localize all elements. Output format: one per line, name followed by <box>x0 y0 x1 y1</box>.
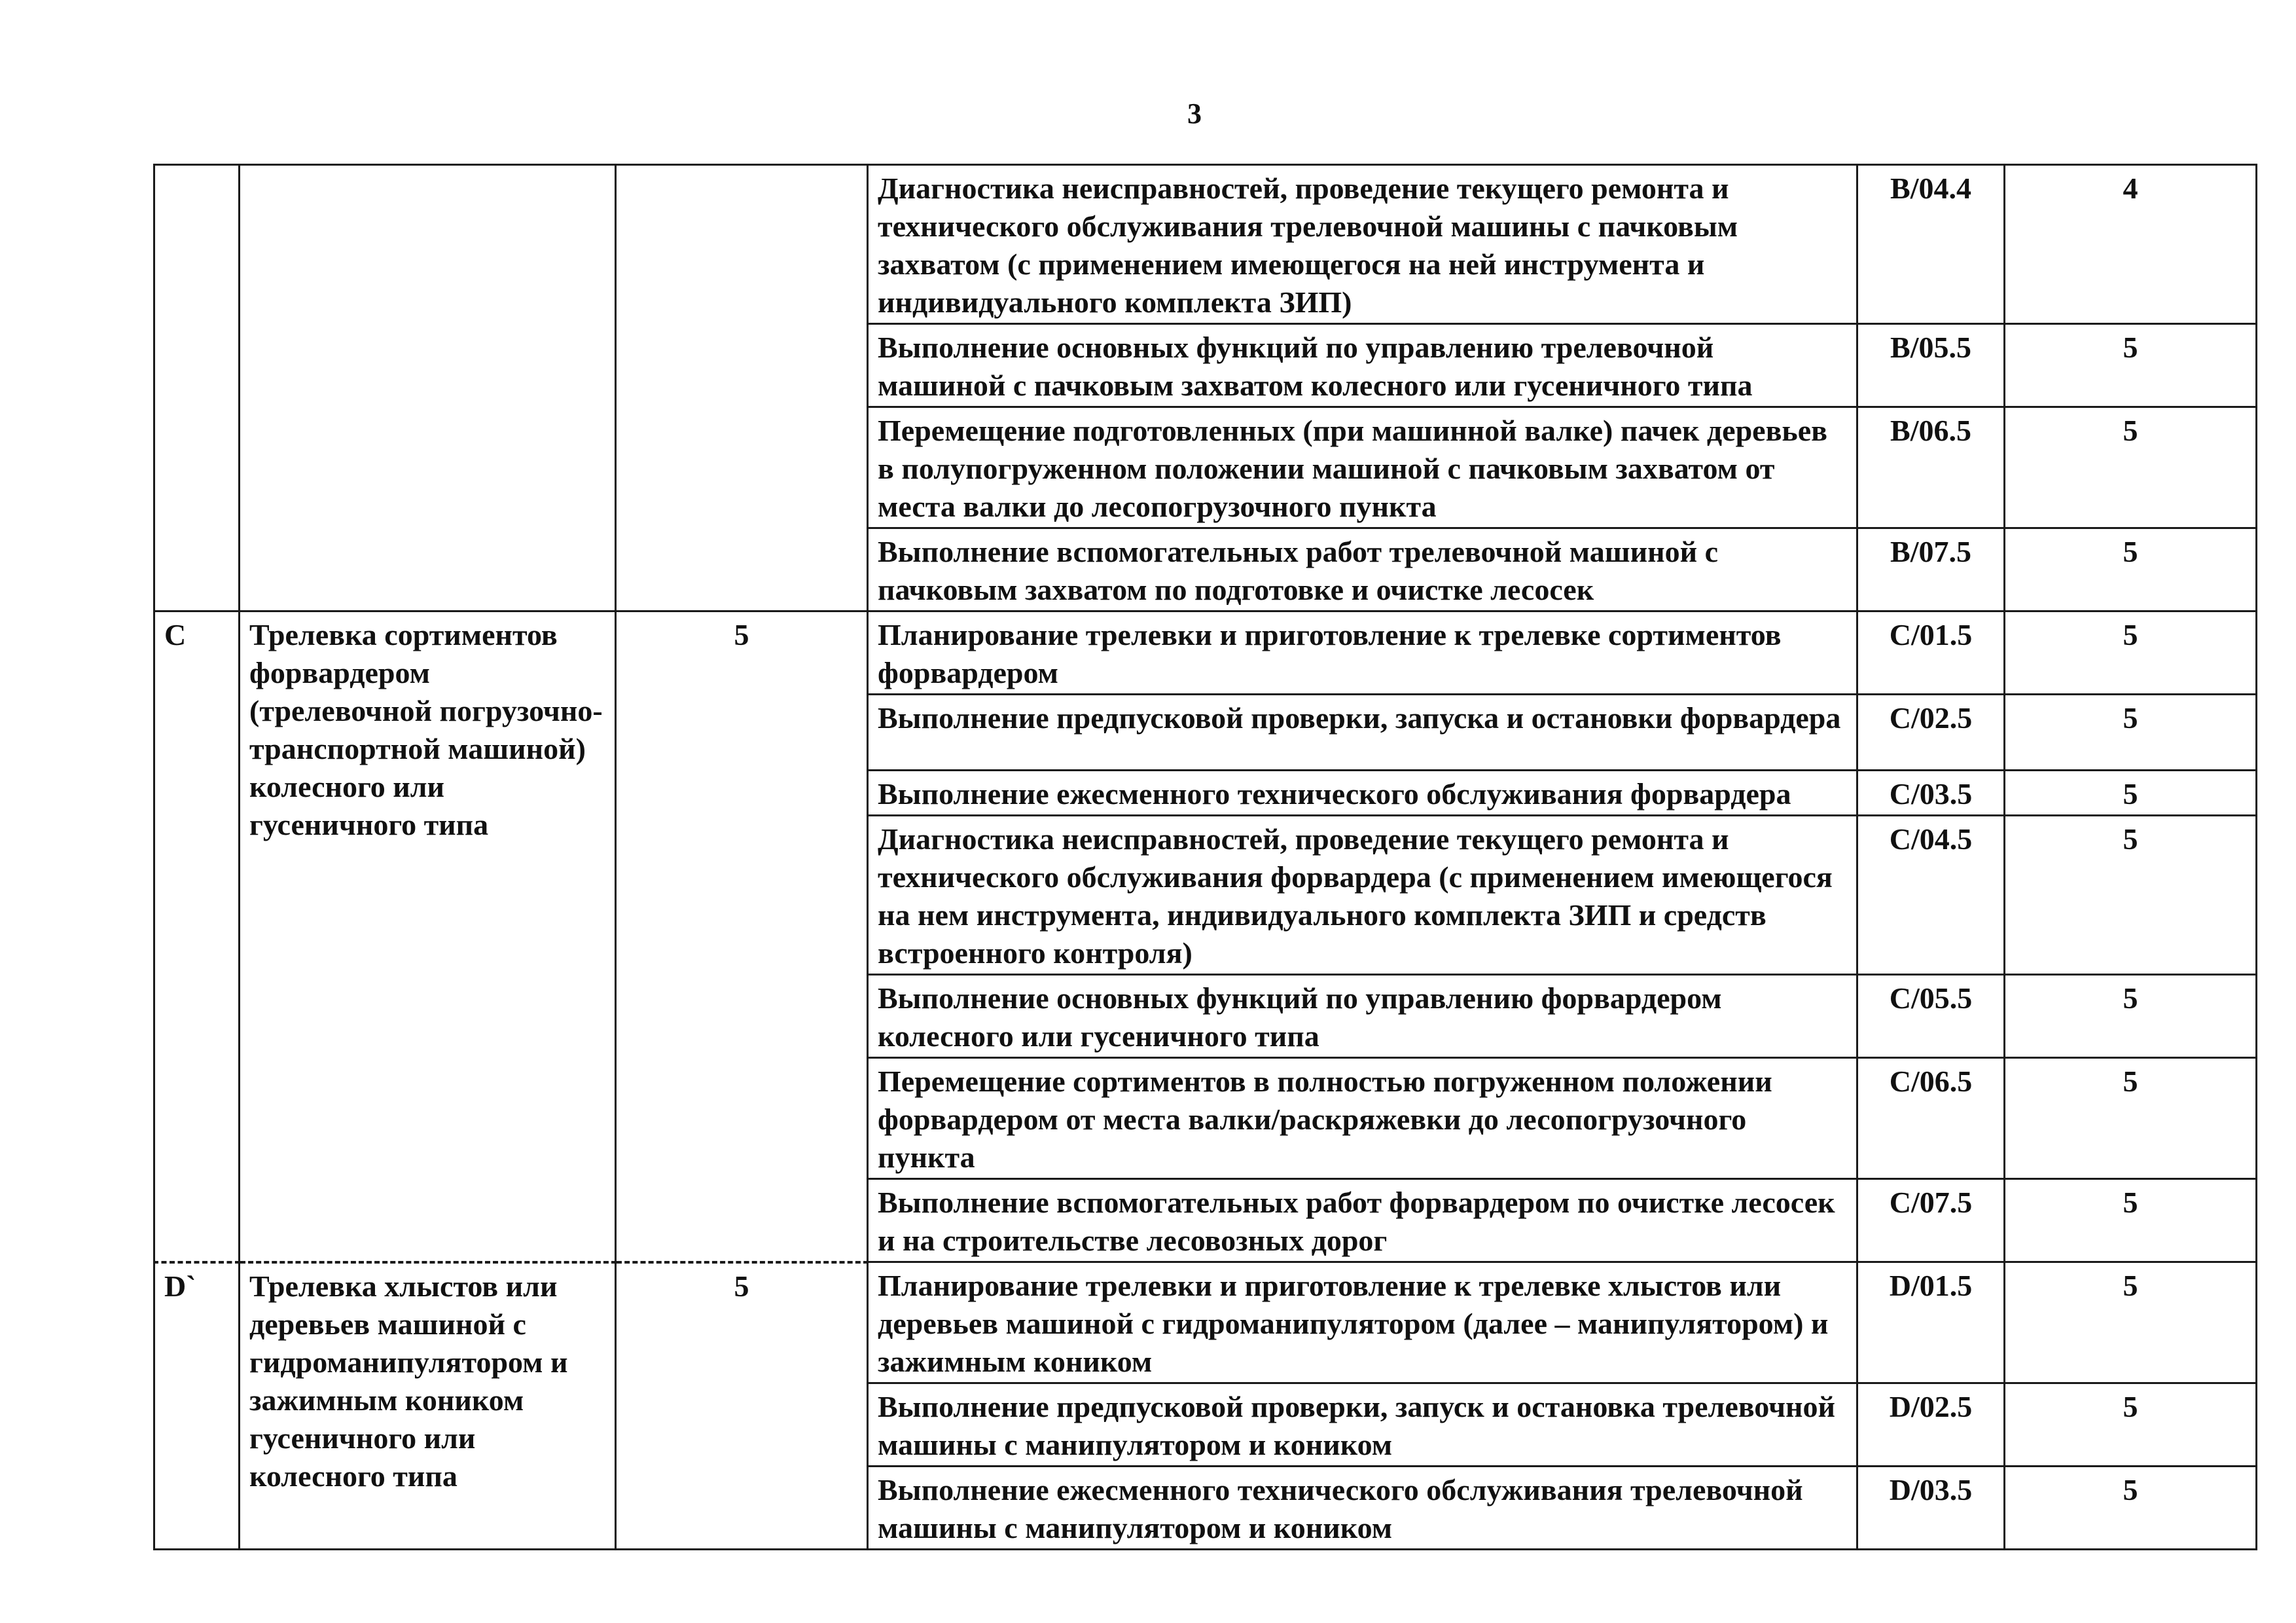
function-code-cell: B/05.5 <box>1857 324 2005 407</box>
function-name-cell: Перемещение сортиментов в полностью погруженном положении форвардером от места валки/раскряжевки до лесопогрузочного пункта <box>868 1058 1857 1179</box>
function-level-cell: 5 <box>2005 1262 2257 1383</box>
group-name-cell <box>240 165 616 611</box>
table-row <box>154 611 2257 695</box>
function-name-cell: Выполнение предпусковой проверки, запуск и остановка трелевочной машины с манипулятором и коником <box>868 1383 1857 1467</box>
function-name-cell: Выполнение ежесменного технического обслуживания форвардера <box>868 771 1857 816</box>
function-name-cell: Диагностика неисправностей, проведение текущего ремонта и технического обслуживания форвардера (с применением имеющегося на нем инструмента, индивидуального комплекта ЗИП и средств встроенного контроля) <box>868 816 1857 975</box>
function-code-cell: C/03.5 <box>1857 771 2005 816</box>
function-name-cell: Выполнение предпусковой проверки, запуска и остановки форвардера <box>868 695 1857 771</box>
function-name-cell: Перемещение подготовленных (при машинной валке) пачек деревьев в полупогруженном положении машиной с пачковым захватом от места валки до лесопогрузочного пункта <box>868 407 1857 528</box>
function-level-cell: 5 <box>2005 324 2257 407</box>
page-number: 3 <box>1187 98 1202 130</box>
table-row <box>154 1262 2257 1383</box>
function-level-cell: 5 <box>2005 975 2257 1058</box>
group-level-cell: 5 <box>616 1262 868 1550</box>
function-level-cell: 5 <box>2005 611 2257 695</box>
function-code-cell: C/05.5 <box>1857 975 2005 1058</box>
group-code-cell: C <box>154 611 240 1262</box>
function-level-cell: 5 <box>2005 407 2257 528</box>
function-name-cell: Планирование трелевки и приготовление к трелевке сортиментов форвардером <box>868 611 1857 695</box>
function-level-cell: 5 <box>2005 1383 2257 1467</box>
function-level-cell: 5 <box>2005 528 2257 611</box>
group-level-cell: 5 <box>616 611 868 1262</box>
function-name-cell: Выполнение ежесменного технического обслуживания трелевочной машины с манипулятором и коником <box>868 1467 1857 1550</box>
function-level-cell: 5 <box>2005 1179 2257 1262</box>
function-name-cell: Выполнение основных функций по управлению трелевочной машиной с пачковым захватом колесного или гусеничного типа <box>868 324 1857 407</box>
group-name-cell: Трелевка сортиментов форвардером (трелевочной погрузочно-транспортной машиной) колесного или гусеничного типа <box>240 611 616 1262</box>
function-level-cell: 5 <box>2005 1058 2257 1179</box>
function-code-cell: C/01.5 <box>1857 611 2005 695</box>
group-level-cell <box>616 165 868 611</box>
function-level-cell: 5 <box>2005 771 2257 816</box>
function-level-cell: 5 <box>2005 816 2257 975</box>
function-code-cell: C/06.5 <box>1857 1058 2005 1179</box>
function-name-cell: Диагностика неисправностей, проведение текущего ремонта и технического обслуживания трелевочной машины с пачковым захватом (с применением имеющегося на ней инструмента и индивидуального комплекта ЗИП) <box>868 165 1857 324</box>
function-level-cell: 4 <box>2005 165 2257 324</box>
function-code-cell: D/03.5 <box>1857 1467 2005 1550</box>
function-code-cell: B/07.5 <box>1857 528 2005 611</box>
function-name-cell: Выполнение основных функций по управлению форвардером колесного или гусеничного типа <box>868 975 1857 1058</box>
function-name-cell: Выполнение вспомогательных работ трелевочной машиной с пачковым захватом по подготовке и очистке лесосек <box>868 528 1857 611</box>
function-code-cell: C/02.5 <box>1857 695 2005 771</box>
function-code-cell: C/04.5 <box>1857 816 2005 975</box>
function-code-cell: D/01.5 <box>1857 1262 2005 1383</box>
functions-table <box>153 164 2257 1550</box>
table-row <box>154 165 2257 324</box>
function-level-cell: 5 <box>2005 1467 2257 1550</box>
function-code-cell: C/07.5 <box>1857 1179 2005 1262</box>
function-level-cell: 5 <box>2005 695 2257 771</box>
group-code-cell <box>154 165 240 611</box>
function-name-cell: Выполнение вспомогательных работ форвардером по очистке лесосек и на строительстве лесовозных дорог <box>868 1179 1857 1262</box>
function-code-cell: D/02.5 <box>1857 1383 2005 1467</box>
function-code-cell: B/04.4 <box>1857 165 2005 324</box>
group-name-cell: Трелевка хлыстов или деревьев машиной с гидроманипулятором и зажимным коником гусеничного или колесного типа <box>240 1262 616 1550</box>
function-name-cell: Планирование трелевки и приготовление к трелевке хлыстов или деревьев машиной с гидроманипулятором (далее – манипулятором) и зажимным коником <box>868 1262 1857 1383</box>
group-code-cell: D` <box>154 1262 240 1550</box>
function-code-cell: B/06.5 <box>1857 407 2005 528</box>
